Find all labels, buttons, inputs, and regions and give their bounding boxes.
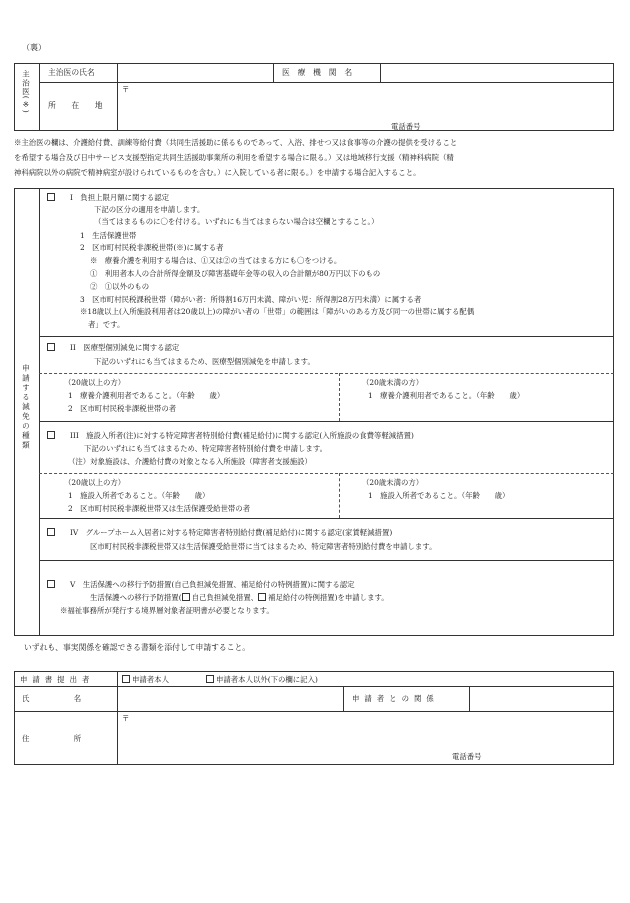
submitter-postal-mark: 〒 [122,714,130,723]
institution-field[interactable] [383,65,611,80]
section-3-over20-header: （20歳以上の方） [64,478,126,487]
section-1-option: ② ①以外のもの [90,282,150,291]
doctor-name-label: 主治医の氏名 [48,68,95,77]
section-2-over20-header: （20歳以上の方） [64,378,126,387]
doctor-side-label: 主治医(※) [21,70,31,114]
doctor-phone-label: 電話番号 [391,122,421,131]
section-1-option: ① 利用者本人の合計所得金額及び障害基礎年金等の収入の合計額が80万円以下のもの [90,269,381,278]
supplement-checkbox[interactable] [258,593,266,601]
submitter-label: 申請書提出者 [20,675,95,684]
self-pay-checkbox[interactable] [182,593,190,601]
doctor-name-field[interactable] [120,65,270,80]
section-3-title: III 施設入所者(注)に対する特定障害者特別給付費(補足給付)に関する認定(入所施設の食費等軽減措置) [70,431,414,440]
section-1-title: I 負担上限月額に関する認定 [70,193,169,202]
submitter-address-label: 住 所 [22,734,82,743]
section-5-checkbox[interactable] [47,580,57,589]
section-3-under20-item: 1 施設入所者であること。（年齢 歳） [368,491,510,500]
section-3-over20-item: 2 区市町村民税非課税世帯又は生活保護受給世帯の者 [68,504,251,513]
doctor-address-field[interactable] [120,84,610,128]
section-3-note: （注）対象施設は、介護給付費の対象となる入所施設（障害者支援施設） [68,457,312,466]
section-1-line: ※ 療養介護を利用する場合は、①又は②の当てはまる方にも〇をつける。 [90,256,342,265]
section-5-title: V 生活保護への移行予防措置(自己負担減免措置、補足給付の特例措置)に関する認定 [70,580,355,589]
doctor-postal-mark: 〒 [122,85,130,94]
section-4-checkbox[interactable] [47,528,57,537]
submitter-name-label: 氏 名 [22,694,82,703]
section-2-over20-item: 2 区市町村民税非課税世帯の者 [68,404,177,413]
section-1-option: 3 区市町村民税課税世帯（障がい者：所得割16万円未満、障がい児：所得割28万円未満）に属する者 [80,295,422,304]
relation-label: 申請者との関係 [352,694,439,703]
doctor-note-line-3: 神科病院以外の病院で精神病室が設けられているものを含む。）に入院している者に限る。）を申請する場合記入すること。 [14,168,421,177]
section-3-line: 下記のいずれにも当てはまるため、特定障害者特別給付費を申請します。 [84,444,328,453]
submitter-address-field[interactable] [120,713,610,762]
doctor-note-line-2: を希望する場合及び日中サービス支援型指定共同生活援助事業所の利用を希望する場合に限る。）又は地域移行支援（精神科病院（精 [14,153,454,162]
page-side-mark: （裏） [22,43,46,52]
institution-label: 医 療 機 関 名 [282,68,353,77]
section-1-note: ※18歳以上(入所施設利用者は20歳以上)の障がい者の「世帯」の範囲は「障がいのある方及び同一の世帯に属する配偶 [80,307,475,316]
section-1-line: （当てはまるものに〇を付ける。いずれにも当てはまらない場合は空欄とすること。） [94,217,379,226]
section-3-over20-item: 1 施設入所者であること。（年齢 歳） [68,491,210,500]
section-2-under20-header: （20歳未満の方） [362,378,424,387]
section-2-title: II 医療型個別減免に関する認定 [70,343,180,352]
submitter-phone-label: 電話番号 [452,752,482,761]
section-1-checkbox[interactable] [47,193,57,202]
section-1-note: 者」です。 [88,320,125,329]
attachment-note: いずれも、事実関係を確認できる書類を添付して申請すること。 [24,643,251,652]
section-3-checkbox[interactable] [47,431,57,440]
section-2-line: 下記のいずれにも当てはまるため、医療型個別減免を申請します。 [94,357,315,366]
section-2-under20-item: 1 療養介護利用者であること。（年齢 歳） [368,391,525,400]
section-1-option: 2 区市町村民税非課税世帯(※)に属する者 [80,243,224,252]
doctor-address-label: 所 在 地 [48,101,103,110]
section-5-note: ※福祉事務所が発行する境界層対象者証明書が必要となります。 [60,606,274,615]
section-1-line: 下記の区分の適用を申請します。 [94,205,205,214]
submitter-name-field[interactable] [120,688,340,709]
section-2-checkbox[interactable] [47,343,57,352]
relation-field[interactable] [472,688,611,709]
section-4-title: IV グループホーム入居者に対する特定障害者特別給付費(補足給付)に関する認定(家賃軽減措置) [70,528,393,537]
section-3-under20-header: （20歳未満の方） [362,478,424,487]
section-4-line: 区市町村民税非課税世帯又は生活保護受給世帯に当てはまるため、特定障害者特別給付費を申請します。 [90,542,437,551]
submitter-other-option[interactable]: 申請者本人以外(下の欄に記入) [206,675,318,684]
reduction-side-label: 申請する減免の種類 [21,364,31,451]
submitter-self-option[interactable]: 申請者本人 [122,675,169,684]
section-1-option: 1 生活保護世帯 [80,231,137,240]
section-5-line: 生活保護への移行予防措置( 自己負担減免措置、 補足給付の特例措置)を申請します。 [90,593,389,602]
section-2-over20-item: 1 療養介護利用者であること。（年齢 歳） [68,391,225,400]
doctor-note-line-1: ※主治医の欄は、介護給付費、訓練等給付費（共同生活援助に係るものであって、入浴、排せつ又は食事等の介護の提供を受けること [14,138,458,147]
